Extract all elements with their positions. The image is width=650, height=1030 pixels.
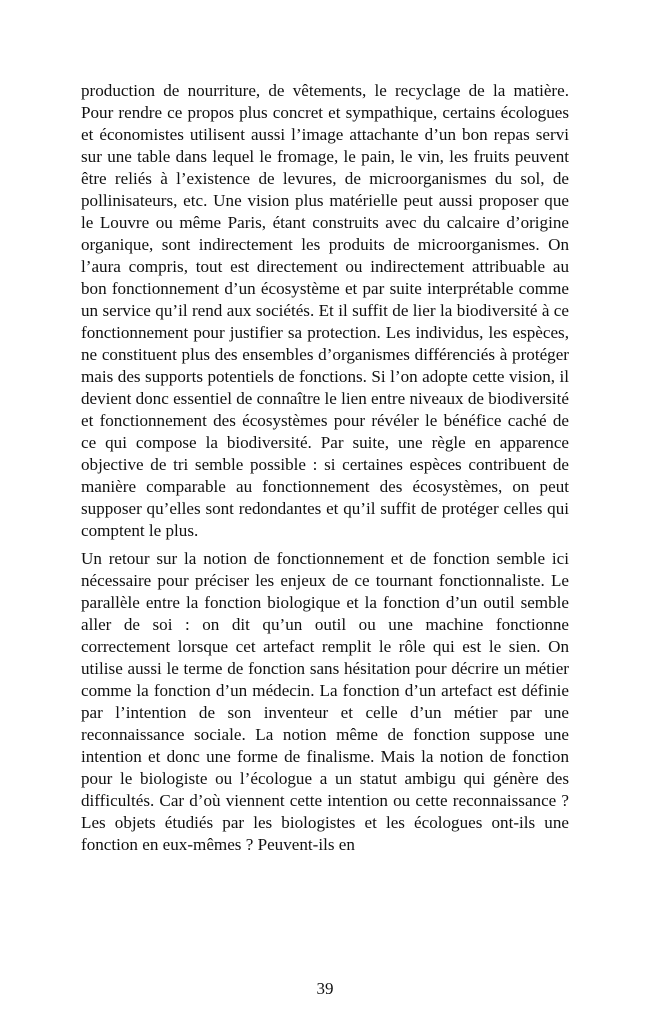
paragraph-2: Un retour sur la notion de fonctionnement et de fonction semble ici nécessaire pour préciser les enjeux de ce tournant fonctionnaliste. Le parallèle entre la fonction biologique et la fonction d’un outil semble aller de soi : on dit qu’un outil ou une machine fonctionne correctement lorsque cet artefact remplit le rôle qui est le sien. On utilise aussi le terme de fonction sans hésitation pour décrire un métier comme la fonction d’un médecin. La fonction d’un artefact est définie par l’intention de son inventeur et celle d’un métier par une reconnaissance sociale. La notion même de fonction suppose une intention et donc une forme de finalisme. Mais la notion de fonction pour le biologiste ou l’écologue a un statut ambigu qui génère des difficultés. Car d’où viennent cette intention ou cette reconnaissance ? Les objets étudiés par les biologistes et les écologues ont-ils une fonction en eux-mêmes ? Peuvent-ils en [81, 549, 569, 854]
body-text [81, 80, 569, 856]
paragraph-1: production de nourriture, de vêtements, le recyclage de la matière. Pour rendre ce propos plus concret et sympathique, certains écologues et économistes utilisent aussi l’image attachante d’un bon repas servi sur une table dans lequel le fromage, le pain, le vin, les fruits peuvent être reliés à l’existence de levures, de microorganismes du sol, de pollinisateurs, etc. Une vision plus matérielle peut aussi proposer que le Louvre ou même Paris, étant construits avec du calcaire d’origine organique, sont indirectement les produits de microorganismes. On l’aura compris, tout est directement ou indirectement attribuable au bon fonctionnement d’un écosystème et par suite interprétable comme un service qu’il rend aux sociétés. Et il suffit de lier la biodiversité à ce fonctionnement pour justifier sa protection. Les individus, les espèces, ne constituent plus des ensembles d’organismes différenciés à protéger mais des supports potentiels de fonctions. Si l’on adopte cette vision, il devient donc essentiel de connaître le lien entre niveaux de biodiversité et fonctionnement des écosystèmes pour révéler le bénéfice caché de ce qui compose la biodiversité. Par suite, une règle en apparence objective de tri semble possible : si certaines espèces contribuent de manière comparable au fonctionnement des écosystèmes, on peut supposer qu’elles sont redondantes et qu’il suffit de protéger celles qui comptent le plus. [81, 81, 569, 540]
page-number: 39 [316, 979, 334, 998]
